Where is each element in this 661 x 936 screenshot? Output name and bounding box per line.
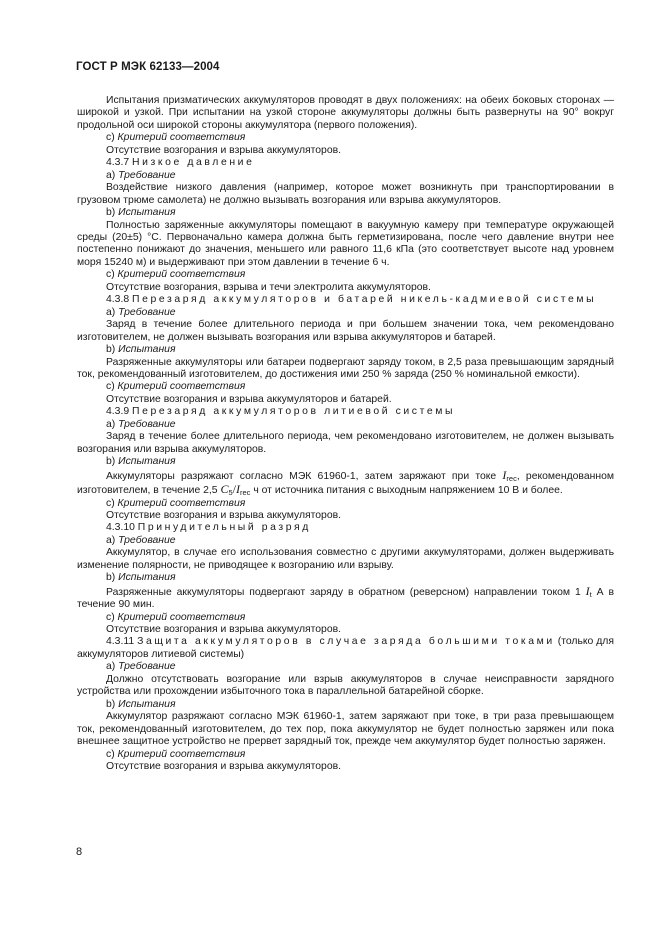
paragraph: Отсутствие возгорания и взрыва аккумуляторов. <box>106 509 342 521</box>
paragraph: Заряд в течение более длительного периода и при большем значении тока, чем рекомендовано изготовителем, не должен вызывать возгорания или взрыва аккумуляторов и батарей. <box>77 319 614 343</box>
tests-heading: b) Испытания <box>106 572 176 584</box>
paragraph-with-formula: Разряженные аккумуляторы подвергают заряду в обратном (реверсном) направлении током 1 $I_t$ А в течение 90 мин. <box>77 583 614 611</box>
section-heading-4-3-11: 4.3.11 Защита аккумуляторов в случае заряда большими токами (только для аккумуляторов литиевой системы) <box>77 636 614 660</box>
paragraph: Отсутствие возгорания и взрыва аккумуляторов. <box>106 761 342 773</box>
criterion-heading: c) Критерий соответствия <box>106 497 246 509</box>
paragraph: Полностью заряженные аккумуляторы помещают в вакуумную камеру при температуре окружающей среды (20±5) °С. Первоначально камера должна быть герметизирована, после чего давление внутри нее постепенно понижают до значения, меньшего или равного 11,6 кПа (это соответствует высоте над уровнем моря 15240 м) и выдерживают при этом давлении в течение 6 ч. <box>77 219 614 268</box>
paragraph: Отсутствие возгорания, взрыва и течи электролита аккумуляторов. <box>106 281 431 293</box>
requirement-heading: a) Требование <box>106 169 176 181</box>
paragraph: Воздействие низкого давления (например, которое может возникнуть при транспортировании в грузовом трюме самолета) не должно вызывать возгорания или взрыва аккумуляторов. <box>77 182 614 206</box>
paragraph: Испытания призматических аккумуляторов проводят в двух положениях: на обеих боковых сторонах — широкой и узкой. При испытании на узкой стороне аккумуляторы должны быть развернуты на 90° вокруг продольной оси широкой стороны аккумулятора (первого положения). <box>77 95 614 131</box>
tests-heading: b) Испытания <box>106 456 176 468</box>
requirement-heading: a) Требование <box>106 534 176 546</box>
requirement-heading: a) Требование <box>106 418 176 430</box>
section-heading-4-3-9: 4.3.9 Перезаряд аккумуляторов литиевой системы <box>106 406 456 418</box>
paragraph: Должно отсутствовать возгорание или взрыв аккумуляторов в случае неисправности зарядного устройства или прохождении избыточного тока в параллельной батарейной сборке. <box>77 673 614 698</box>
paragraph: Отсутствие возгорания и взрыва аккумуляторов и батарей. <box>106 393 392 405</box>
criterion-heading: c) Критерий соответствия <box>106 611 246 623</box>
tests-heading: b) Испытания <box>106 344 176 356</box>
document-header: ГОСТ Р МЭК 62133—2004 <box>76 61 220 73</box>
document-body <box>77 95 614 773</box>
paragraph: Разряженные аккумуляторы или батареи подвергают заряду током, в 2,5 раза превышающим зарядный ток, рекомендованный изготовителем, до достижения ими 250 % заряда (250 % номинальной емкости). <box>77 356 614 380</box>
paragraph: Отсутствие возгорания и взрыва аккумуляторов. <box>106 144 342 156</box>
page-number: 8 <box>76 846 83 858</box>
criterion-heading: c) Критерий соответствия <box>106 748 246 760</box>
criterion-heading: c) Критерий соответствия <box>106 381 246 393</box>
paragraph-with-formula: Аккумуляторы разряжают согласно МЭК 61960-1, затем заряжают при токе $I_{rec}$, рекомендованном изготовителем, в течение 2,5 $C_5/I_{rec}$ ч от источника питания с выходным напряжением 10 В и более. <box>77 467 614 498</box>
requirement-heading: a) Требование <box>106 306 176 318</box>
criterion-heading: c) Критерий соответствия <box>106 269 246 281</box>
paragraph: Заряд в течение более длительного периода, чем рекомендовано изготовителем, не должен вызывать возгорания или взрыва аккумуляторов. <box>77 431 614 455</box>
paragraph: Отсутствие возгорания и взрыва аккумуляторов. <box>106 624 342 636</box>
criterion-heading: c) Критерий соответствия <box>106 132 246 144</box>
paragraph: Аккумулятор, в случае его использования совместно с другими аккумуляторами, должен выдерживать изменение полярности, не приводящее к возгоранию или взрыву. <box>77 547 614 571</box>
section-heading-4-3-10: 4.3.10 Принудительный разряд <box>106 522 311 534</box>
paragraph: Аккумулятор разряжают согласно МЭК 61960-1, затем заряжают при токе, в три раза превышающем ток, рекомендованный изготовителем, до тех пор, пока аккумулятор не будет полностью заряжен или пока внешнее защитное устройство не прервет зарядный ток, прежде чем аккумулятор будет полностью заряжен. <box>77 711 614 748</box>
section-heading-4-3-7: 4.3.7 Низкое давление <box>106 157 255 169</box>
tests-heading: b) Испытания <box>106 698 176 710</box>
requirement-heading: a) Требование <box>106 661 176 673</box>
section-heading-4-3-8: 4.3.8 Перезаряд аккумуляторов и батарей никель-кадмиевой системы <box>106 294 597 306</box>
tests-heading: b) Испытания <box>106 207 176 219</box>
